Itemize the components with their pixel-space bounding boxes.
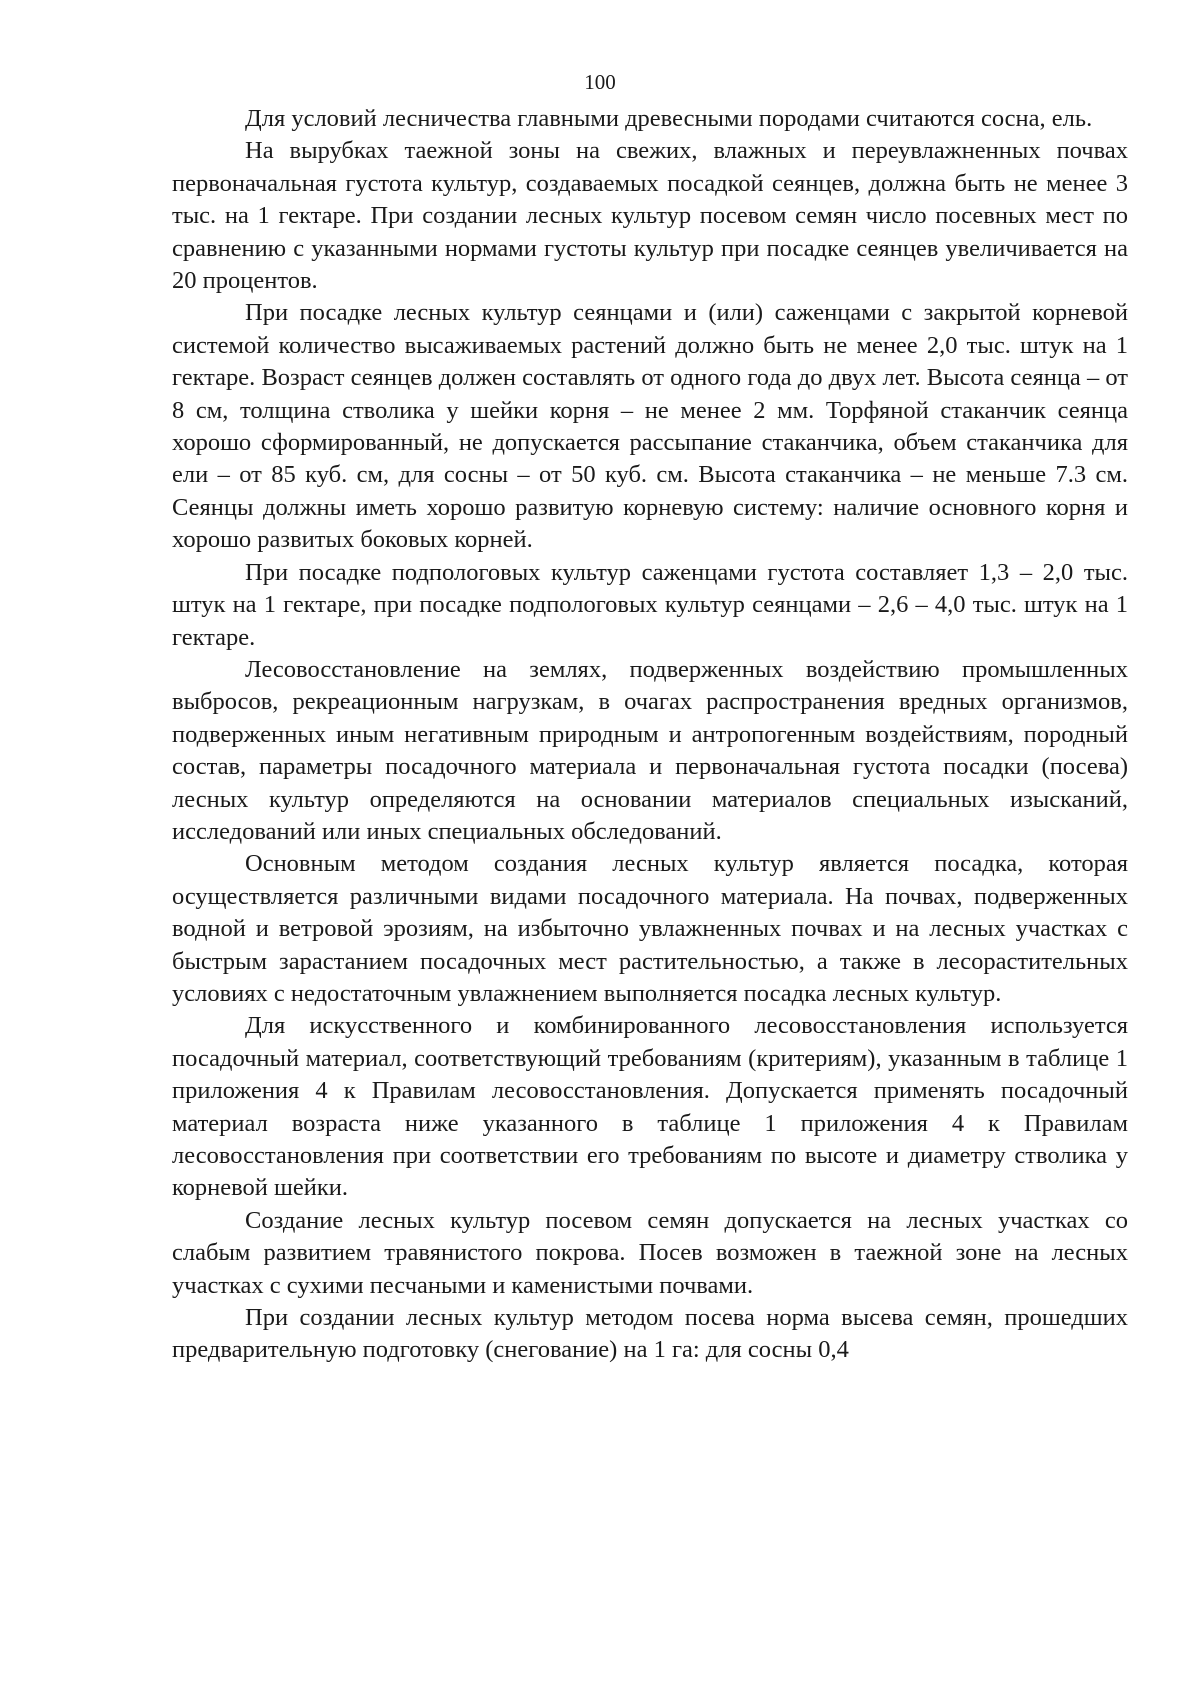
paragraph: При посадке лесных культур сеянцами и (или) саженцами с закрытой корневой системой количество высаживаемых растений должно быть не менее 2,0 тыс. штук на 1 гектаре. Возраст сеянцев должен составлять от одного года до двух лет. Высота сеянца – от 8 см, толщина стволика у шейки корня – не менее 2 мм. Торфяной стаканчик сеянца хорошо сформированный, не допускается рассыпание стаканчика, объем стаканчика для ели – от 85 куб. см, для сосны – от 50 куб. см. Высота стаканчика – не меньше 7.3 см. Сеянцы должны иметь хорошо развитую корневую систему: наличие основного корня и хорошо развитых боковых корней. xyxy=(172,299,1128,554)
page-number: 100 xyxy=(584,70,616,94)
paragraph: При посадке подпологовых культур саженцами густота составляет 1,3 – 2,0 тыс. штук на 1 гектаре, при посадке подпологовых культур сеянцами – 2,6 – 4,0 тыс. штук на 1 гектаре. xyxy=(172,558,1128,651)
paragraph: Создание лесных культур посевом семян допускается на лесных участках со слабым развитием травянистого покрова. Посев возможен в таежной зоне на лесных участках с сухими песчаными и каменистыми почвами. xyxy=(172,1206,1128,1299)
paragraph: Лесовосстановление на землях, подверженных воздействию промышленных выбросов, рекреационным нагрузкам, в очагах распространения вредных организмов, подверженных иным негативным природным и антропогенным воздействиям, породный состав, параметры посадочного материала и первоначальная густота посадки (посева) лесных культур определяются на основании материалов специальных изысканий, исследований или иных специальных обследований. xyxy=(172,655,1128,845)
body-text xyxy=(172,103,1128,1367)
paragraph: Для условий лесничества главными древесными породами считаются сосна, ель. xyxy=(245,105,1093,132)
paragraph: При создании лесных культур методом посева норма высева семян, прошедших предварительную подготовку (снегование) на 1 га: для сосны 0,4 xyxy=(172,1304,1128,1364)
paragraph: Основным методом создания лесных культур является посадка, которая осуществляется различными видами посадочного материала. На почвах, подверженных водной и ветровой эрозиям, на избыточно увлажненных почвах и на лесных участках с быстрым зарастанием посадочных мест растительностью, а также в лесорастительных условиях с недостаточным увлажнением выполняется посадка лесных культур. xyxy=(172,850,1128,1007)
paragraph: На вырубках таежной зоны на свежих, влажных и переувлажненных почвах первоначальная густота культур, создаваемых посадкой сеянцев, должна быть не менее 3 тыс. на 1 гектаре. При создании лесных культур посевом семян число посевных мест по сравнению с указанными нормами густоты культур при посадке сеянцев увеличивается на 20 процентов. xyxy=(172,137,1128,295)
paragraph: Для искусственного и комбинированного лесовосстановления используется посадочный материал, соответствующий требованиям (критериям), указанным в таблице 1 приложения 4 к Правилам лесовосстановления. Допускается применять посадочный материал возраста ниже указанного в таблице 1 приложения 4 к Правилам лесовосстановления при соответствии его требованиям по высоте и диаметру стволика у корневой шейки. xyxy=(172,1012,1128,1202)
